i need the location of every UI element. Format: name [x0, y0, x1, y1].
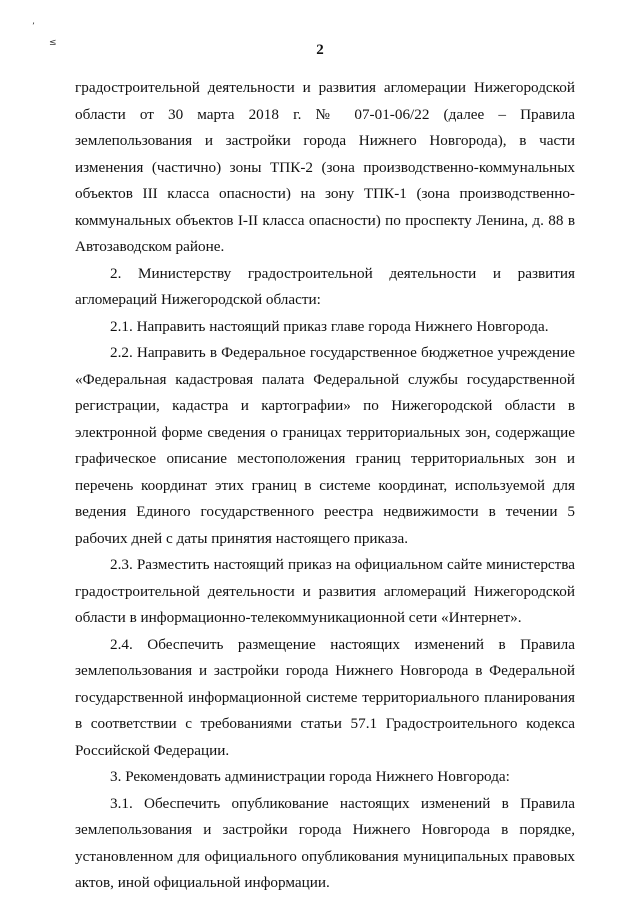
page-number: 2: [316, 42, 324, 58]
paragraph-continuation: градостроительной деятельности и развития агломерации Нижегородской области от 30 марта 2018 г. № 07-01-06/22 (далее – Правила землепользования и застройки города Нижнего Новгорода), в части изменения (частично) зоны ТПК-2 (зона производственно-коммунальных объектов III класса опасности) на зону ТПК-1 (зона производственно-коммунальных объектов I-II класса опасности) по проспекту Ленина, д. 88 в Автозаводском районе.: [75, 79, 575, 255]
paragraph-item-3-1: 3.1. Обеспечить опубликование настоящих изменений в Правила землепользования и застройки города Нижнего Новгорода в порядке, установленном для официального опубликования муниципальных правовых актов, иной официальной информации.: [75, 794, 575, 891]
paragraph-item-2-4: 2.4. Обеспечить размещение настоящих изменений в Правила землепользования и застройки города Нижнего Новгорода в Федеральной государственной информационной системе территориального планирования в соответствии с требованиями статьи 57.1 Градостроительного кодекса Российской Федерации.: [75, 635, 575, 759]
paragraph-item-2-1: 2.1. Направить настоящий приказ главе города Нижнего Новгорода.: [110, 317, 549, 335]
paragraph-item-2-2: 2.2. Направить в Федеральное государственное бюджетное учреждение «Федеральная кадастровая палата Федеральной службы государственной регистрации, кадастра и картографии» по Нижегородской области в электронной форме сведения о границах территориальных зон, содержащие графическое описание местоположения границ территориальных зон и перечень координат этих границ в системе координат, используемой для ведения Единого государственного реестра недвижимости в течении 5 рабочих дней с даты принятия настоящего приказа.: [75, 344, 575, 547]
paragraph-item-3: 3. Рекомендовать администрации города Нижнего Новгорода:: [110, 768, 510, 785]
scan-mark: ’: [32, 22, 35, 32]
scan-mark: ≤: [49, 38, 57, 48]
paragraph-item-2-3: 2.3. Разместить настоящий приказ на официальном сайте министерства градостроительной деятельности и развития агломераций Нижегородской области в информационно-телекоммуникационной сети «Интернет».: [75, 556, 575, 626]
document-body: [75, 75, 575, 897]
paragraph-item-2: 2. Министерству градостроительной деятельности и развития агломераций Нижегородской области:: [75, 264, 575, 308]
